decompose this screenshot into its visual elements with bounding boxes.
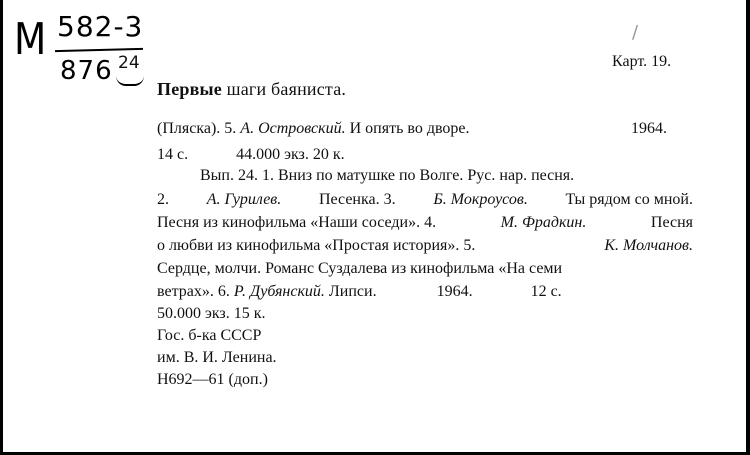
line2-circulation: 44.000 экз. 20 к. bbox=[236, 146, 345, 163]
pencil-mark: / bbox=[632, 22, 639, 43]
text-line-1 bbox=[157, 120, 667, 138]
library-namesake: им. В. И. Ленина. bbox=[157, 349, 277, 366]
line2-pages: 14 с. bbox=[157, 146, 189, 163]
line1-a bbox=[157, 120, 470, 138]
line1-genre: (Пляска). bbox=[157, 120, 221, 137]
text-line-8 bbox=[157, 283, 562, 301]
line8-year: 1964. bbox=[436, 283, 473, 300]
title-rest: шаги баяниста. bbox=[226, 79, 347, 99]
handwritten-superscript: 24 bbox=[118, 53, 140, 73]
handwritten-underline bbox=[116, 76, 144, 86]
line5-author: М. Фрадкин. bbox=[500, 214, 587, 231]
line5-text: Песня из кинофильма «Наши соседи». 4. bbox=[157, 214, 437, 231]
library-name: Гос. б-ка СССР bbox=[157, 327, 262, 344]
text-line-9: 50.000 экз. 15 к. bbox=[157, 305, 266, 322]
line8-pages: 12 с. bbox=[530, 283, 562, 300]
line4-work: Песенка. 3. bbox=[318, 191, 396, 208]
library-code: Н692—61 (доп.) bbox=[157, 371, 268, 388]
line8-text: ветрах». 6. bbox=[157, 283, 230, 300]
handwritten-shelfmark-top: 582-3 bbox=[57, 10, 144, 43]
handwritten-shelfmark-bottom: 876 bbox=[60, 56, 113, 86]
line4-num: 2. bbox=[157, 191, 169, 208]
line6-text: о любви из кинофильма «Простая история». 5. bbox=[157, 237, 476, 254]
card-right-edge bbox=[746, 0, 750, 455]
handwritten-fraction-line bbox=[55, 48, 143, 52]
line4-author2: Б. Мокроусов. bbox=[433, 191, 528, 208]
text-line-5 bbox=[157, 214, 693, 232]
line8-author: Р. Дубянский. bbox=[233, 283, 325, 300]
line6-author: К. Молчанов. bbox=[604, 237, 693, 254]
card-title bbox=[157, 79, 346, 100]
text-line-7 bbox=[157, 260, 693, 278]
line8-work: Липси. bbox=[328, 283, 377, 300]
text-line-3 bbox=[200, 167, 693, 185]
line3-text: Вып. 24. 1. Вниз по матушке по Волге. Рус. нар. песня. bbox=[200, 167, 575, 184]
text-line-2 bbox=[157, 146, 345, 164]
text-line-4 bbox=[157, 191, 693, 209]
line4-author: А. Гурилев. bbox=[206, 191, 282, 208]
line1-number: 5. bbox=[224, 120, 237, 137]
line1-year: 1964. bbox=[631, 120, 667, 137]
title-bold: Первые bbox=[157, 79, 222, 99]
handwritten-letter: М bbox=[14, 14, 47, 65]
card-number: Карт. 19. bbox=[612, 53, 672, 70]
line7-text: Сердце, молчи. Романс Суздалева из кинофильма «На семи bbox=[157, 260, 563, 277]
line4-work2: Ты рядом со мной. bbox=[565, 191, 693, 208]
line1-work: И опять во дворе. bbox=[349, 120, 470, 137]
text-line-6 bbox=[157, 237, 693, 255]
card-left-edge bbox=[0, 0, 3, 455]
line5-end: Песня bbox=[650, 214, 693, 231]
line1-author: А. Островский. bbox=[240, 120, 346, 137]
